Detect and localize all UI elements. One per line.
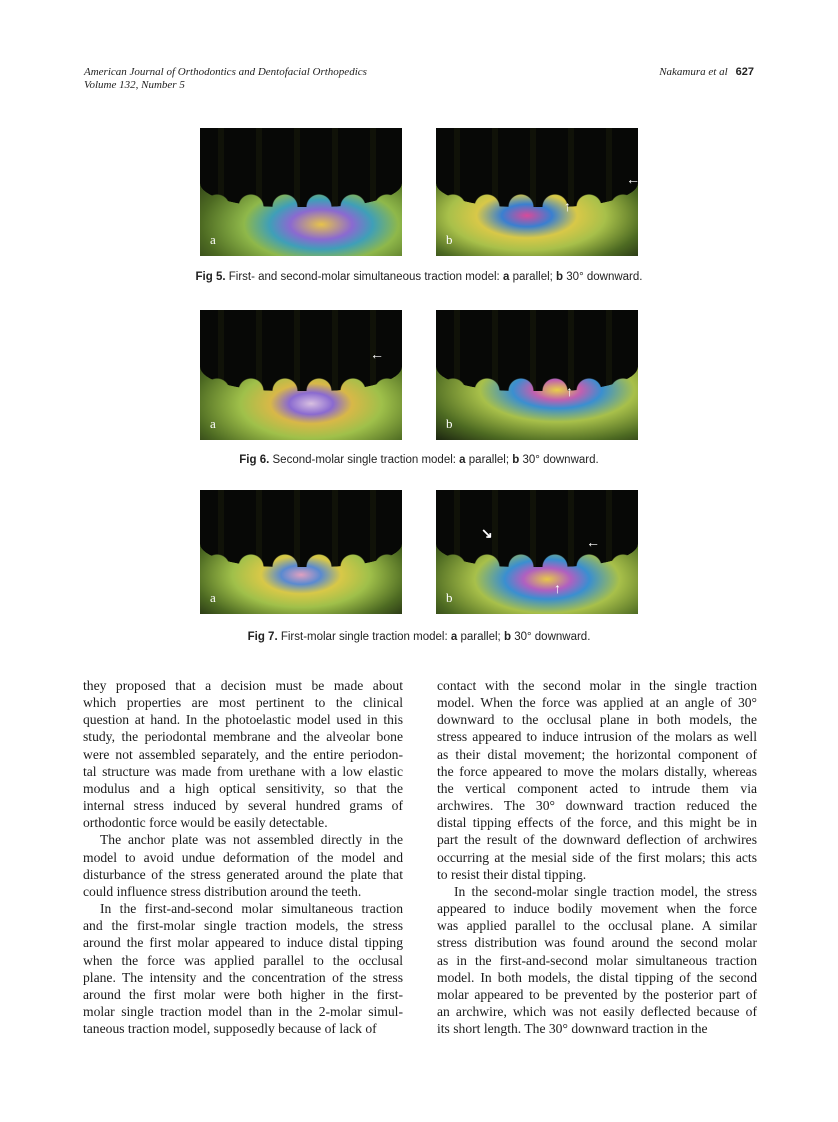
caption-text: Second-molar single traction model: [272,454,456,466]
body-text-line: In the second-molar single traction model, the stress [454,883,757,899]
caption-a: a [450,631,458,643]
caption-b: b [512,454,520,466]
figure-5-panel-a [200,128,402,256]
caption-b-text: 30° downward. [522,454,599,466]
body-text-line: as their distal movement; the horizontal component of [437,746,757,762]
arrow-up-icon: ↑ [564,200,571,215]
journal-title: American Journal of Orthodontics and Dentofacial Orthopedics [84,66,367,78]
body-text-line: when the force was applied parallel to the occlusal [83,952,403,968]
body-text-line: study, the periodontal membrane and the alveolar bone [83,729,403,745]
panel-label: a [210,416,216,431]
body-text-line: contact with the second molar in the single traction [437,678,757,693]
authors: Nakamura et al [659,66,728,78]
body-column-right [437,677,757,1037]
panel-label: a [210,232,216,247]
body-text-line: and the first-molar single traction models, the stress [83,918,403,934]
figure-6-panel-b [436,310,638,440]
body-text-line: orthodontic force would be easily detectable. [83,815,328,831]
figure-6-caption [0,454,838,466]
page-number: 627 [735,66,754,78]
figure-5-panel-b [436,128,638,256]
figure-7-panel-a [200,490,402,614]
body-text-line: around the first molar appeared to induce distal tipping [83,935,403,951]
panel-label: b [446,416,453,431]
body-column-left [83,677,403,1037]
body-text-line: to resist their distal tipping. [437,866,587,882]
figure-6-panel-a [200,310,402,440]
running-header-left [84,66,367,92]
body-text-line: were not assembled separately, and the entire periodon- [83,746,403,762]
body-text-line: molar single traction model than in the 2-molar simul- [83,1003,403,1019]
caption-b-text: 30° downward. [514,631,591,643]
arrow-left-icon: ← [626,173,640,188]
caption-a: a [502,271,510,283]
body-text-line: could influence stress distribution around the teeth. [83,883,362,899]
body-text-line: plane. The intensity and the concentration of the stress [83,969,403,985]
arrow-left-icon: ← [586,536,600,551]
caption-b: b [503,631,511,643]
panel-label: a [210,590,216,605]
body-text-line: modulus and a high optical sensitivity, so that the [83,780,403,796]
panel-label: b [446,232,453,247]
caption-a-text: parallel; [460,631,501,643]
body-text-line: its short length. The 30° downward traction in the [437,1021,708,1037]
body-text-line: distal tipping effects of the force, and this might be in [437,815,757,831]
figure-7-caption [0,631,838,643]
body-text-line: they proposed that a decision must be made about [83,678,403,693]
figure-6 [200,310,638,440]
running-header-right [659,66,754,79]
body-text-line: occurring at the mesial side of the first molars; this acts [437,849,757,865]
arrow-up-icon: ↑ [554,582,561,597]
figure-label: Fig 7. [247,631,278,643]
figure-5 [200,128,638,256]
body-text-line: The anchor plate was not assembled directly in the [100,832,403,848]
arrow-up-icon: ↑ [566,385,573,400]
body-text-line: disturbance of the stress generated around the plate that [83,866,403,882]
figure-5-caption [0,271,838,283]
figure-label: Fig 6. [239,454,270,466]
body-text-line: internal stress induced by several hundred grams of [83,798,403,814]
caption-a-text: parallel; [512,271,553,283]
body-text-line: which properties are most pertinent to the clinical [83,695,403,711]
body-text-line: In the first-and-second molar simultaneous traction [100,901,403,917]
caption-b-text: 30° downward. [566,271,643,283]
body-text-line: as in the first-and-second molar simultaneous traction [437,952,757,968]
figure-7 [200,490,638,614]
caption-text: First-molar single traction model: [280,631,448,643]
arrow-left-icon: ← [370,348,384,363]
figure-7-panel-b [436,490,638,614]
caption-a: a [459,454,466,466]
body-text-line: an archwire, which was not easily deflected because of [437,1003,757,1019]
body-text-line: molar appeared to be prevented by the posterior part of [437,986,757,1002]
body-text-line: part the result of the downward deflection of archwires [437,832,757,848]
body-text-line: was applied parallel to the occlusal plane. A similar [437,918,757,934]
figure-label: Fig 5. [195,271,226,283]
body-text-line: model. In both models, the distal tipping of the second [437,969,757,985]
caption-a-text: parallel; [468,454,510,466]
body-text-line: the force appeared to move the molars distally, whereas [437,763,757,779]
body-text-line: archwires. The 30° downward traction reduced the [437,798,757,814]
caption-b: b [556,271,564,283]
body-text-line: stress appeared to induce intrusion of the molars as well [437,729,757,745]
panel-label: b [446,590,453,605]
body-text-line: model to avoid undue deformation of the model and [83,849,403,865]
body-text-line: the vertical component acted to intrude them via [437,780,757,796]
body-text-line: taneous traction model, supposedly because of lack of [83,1021,377,1037]
body-text-line: tal structure was made from urethane with a low elastic [83,763,403,779]
arrow-down-right-icon: ↘ [481,527,493,542]
body-text-line: stress distribution was found around the second molar [437,935,757,951]
body-text-line: appeared to induce bodily movement when the force [437,901,757,917]
volume-issue: Volume 132, Number 5 [84,79,185,91]
body-text-line: model. When the force was applied at an angle of 30° [437,695,757,711]
caption-text: First- and second-molar simultaneous traction model: [228,271,500,283]
body-text-line: around the first molar were both higher in the first- [83,986,403,1002]
body-text-line: question at hand. In the photoelastic model used in this [83,712,403,728]
body-text-line: downward to the occlusal plane in both models, the [437,712,757,728]
